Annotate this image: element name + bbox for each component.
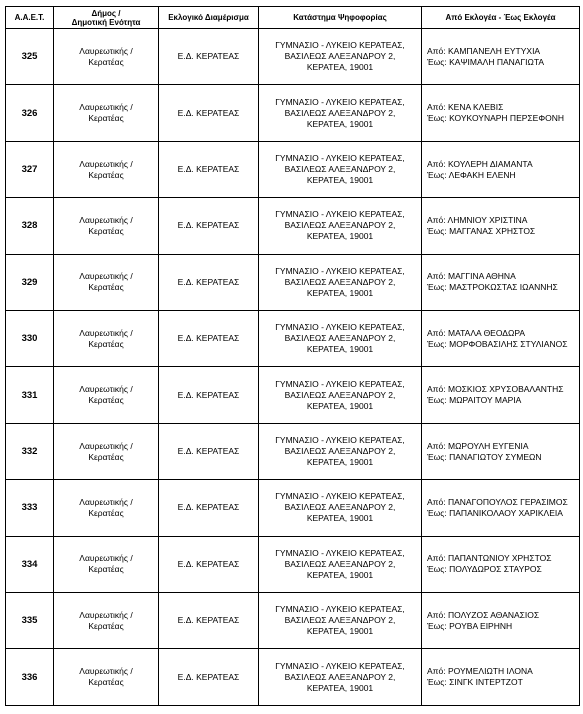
- station-line2: ΒΑΣΙΛΕΩΣ ΑΛΕΞΑΝΔΡΟΥ 2,: [284, 558, 396, 569]
- station-line1: ΓΥΜΝΑΣΙΟ - ΛΥΚΕΙΟ ΚΕΡΑΤΕΑΣ,: [275, 547, 405, 558]
- cell-district: Ε.Δ. ΚΕΡΑΤΕΑΣ: [159, 649, 259, 706]
- cell-municipality: [54, 85, 159, 141]
- municipality-line1: Λαυρεωτικής /: [79, 440, 133, 451]
- cell-municipality: [54, 649, 159, 706]
- cell-voter-range: [422, 367, 580, 423]
- station-line2: ΒΑΣΙΛΕΩΣ ΑΛΕΞΑΝΔΡΟΥ 2,: [284, 446, 396, 457]
- cell-municipality: [54, 423, 159, 479]
- station-line2: ΒΑΣΙΛΕΩΣ ΑΛΕΞΑΝΔΡΟΥ 2,: [284, 220, 396, 231]
- cell-aaet: 325: [6, 29, 54, 85]
- cell-station: [259, 29, 422, 85]
- municipality-line2: Κερατέας: [88, 113, 124, 124]
- cell-aaet: 327: [6, 141, 54, 197]
- cell-district: Ε.Δ. ΚΕΡΑΤΕΑΣ: [159, 198, 259, 254]
- station-line3: ΚΕΡΑΤΕΑ, 19001: [306, 400, 374, 411]
- station-line1: ΓΥΜΝΑΣΙΟ - ΛΥΚΕΙΟ ΚΕΡΑΤΕΑΣ,: [275, 209, 405, 220]
- range-to: Έως: ΛΕΦΑΚΗ ΕΛΕΝΗ: [427, 169, 516, 180]
- table-row: [6, 649, 580, 706]
- cell-station: [259, 480, 422, 536]
- municipality-line2: Κερατέας: [88, 620, 124, 631]
- cell-station: [259, 649, 422, 706]
- header-municipality-line1: Δήμος /: [91, 8, 121, 18]
- range-from: Από: ΠΑΠΑΝΤΩΝΙΟΥ ΧΡΗΣΤΟΣ: [427, 553, 552, 564]
- range-from: Από: ΚΑΜΠΑΝΕΛΗ ΕΥΤΥΧΙΑ: [427, 45, 541, 56]
- cell-municipality: [54, 593, 159, 649]
- cell-aaet: 336: [6, 649, 54, 706]
- cell-aaet: 334: [6, 536, 54, 592]
- municipality-line2: Κερατέας: [88, 56, 124, 67]
- header-municipality: [54, 7, 159, 29]
- table-row: [6, 29, 580, 85]
- station-line1: ΓΥΜΝΑΣΙΟ - ΛΥΚΕΙΟ ΚΕΡΑΤΕΑΣ,: [275, 96, 405, 107]
- cell-station: [259, 311, 422, 367]
- cell-municipality: [54, 311, 159, 367]
- station-line3: ΚΕΡΑΤΕΑ, 19001: [306, 626, 374, 637]
- cell-district: Ε.Δ. ΚΕΡΑΤΕΑΣ: [159, 85, 259, 141]
- station-line3: ΚΕΡΑΤΕΑ, 19001: [306, 175, 374, 186]
- station-line1: ΓΥΜΝΑΣΙΟ - ΛΥΚΕΙΟ ΚΕΡΑΤΕΑΣ,: [275, 322, 405, 333]
- cell-aaet: 332: [6, 423, 54, 479]
- station-line3: ΚΕΡΑΤΕΑ, 19001: [306, 344, 374, 355]
- station-line2: ΒΑΣΙΛΕΩΣ ΑΛΕΞΑΝΔΡΟΥ 2,: [284, 333, 396, 344]
- municipality-line1: Λαυρεωτικής /: [79, 384, 133, 395]
- municipality-line1: Λαυρεωτικής /: [79, 666, 133, 677]
- cell-voter-range: [422, 649, 580, 706]
- municipality-line1: Λαυρεωτικής /: [79, 214, 133, 225]
- station-line3: ΚΕΡΑΤΕΑ, 19001: [306, 62, 374, 73]
- station-line3: ΚΕΡΑΤΕΑ, 19001: [306, 569, 374, 580]
- station-line1: ΓΥΜΝΑΣΙΟ - ΛΥΚΕΙΟ ΚΕΡΑΤΕΑΣ,: [275, 153, 405, 164]
- range-from: Από: ΚΕΝΑ ΚΛΕΒΙΣ: [427, 102, 504, 113]
- range-from: Από: ΠΟΛΥΖΟΣ ΑΘΑΝΑΣΙΟΣ: [427, 609, 540, 620]
- range-from: Από: ΜΩΡΟΥΛΗ ΕΥΓΕΝΙΑ: [427, 440, 529, 451]
- range-to: Έως: ΜΩΡΑΙΤΟΥ ΜΑΡΙΑ: [427, 395, 522, 406]
- cell-municipality: [54, 254, 159, 310]
- cell-aaet: 335: [6, 593, 54, 649]
- station-line3: ΚΕΡΑΤΕΑ, 19001: [306, 287, 374, 298]
- cell-district: Ε.Δ. ΚΕΡΑΤΕΑΣ: [159, 29, 259, 85]
- cell-voter-range: [422, 254, 580, 310]
- cell-station: [259, 198, 422, 254]
- table-row: [6, 423, 580, 479]
- station-line2: ΒΑΣΙΛΕΩΣ ΑΛΕΞΑΝΔΡΟΥ 2,: [284, 389, 396, 400]
- range-to: Έως: ΠΑΝΑΓΙΩΤΟΥ ΣΥΜΕΩΝ: [427, 451, 542, 462]
- header-aaet: Α.Α.Ε.Τ.: [6, 7, 54, 29]
- cell-voter-range: [422, 85, 580, 141]
- municipality-line2: Κερατέας: [88, 507, 124, 518]
- municipality-line2: Κερατέας: [88, 169, 124, 180]
- station-line1: ΓΥΜΝΑΣΙΟ - ΛΥΚΕΙΟ ΚΕΡΑΤΕΑΣ,: [275, 40, 405, 51]
- cell-voter-range: [422, 593, 580, 649]
- cell-station: [259, 536, 422, 592]
- cell-district: Ε.Δ. ΚΕΡΑΤΕΑΣ: [159, 367, 259, 423]
- table-row: [6, 141, 580, 197]
- table-row: [6, 536, 580, 592]
- station-line2: ΒΑΣΙΛΕΩΣ ΑΛΕΞΑΝΔΡΟΥ 2,: [284, 276, 396, 287]
- cell-district: Ε.Δ. ΚΕΡΑΤΕΑΣ: [159, 423, 259, 479]
- table-row: [6, 254, 580, 310]
- cell-aaet: 330: [6, 311, 54, 367]
- cell-district: Ε.Δ. ΚΕΡΑΤΕΑΣ: [159, 536, 259, 592]
- station-line3: ΚΕΡΑΤΕΑ, 19001: [306, 513, 374, 524]
- range-to: Έως: ΡΟΥΒΑ ΕΙΡΗΝΗ: [427, 620, 513, 631]
- cell-station: [259, 367, 422, 423]
- station-line1: ΓΥΜΝΑΣΙΟ - ΛΥΚΕΙΟ ΚΕΡΑΤΕΑΣ,: [275, 491, 405, 502]
- station-line1: ΓΥΜΝΑΣΙΟ - ΛΥΚΕΙΟ ΚΕΡΑΤΕΑΣ,: [275, 660, 405, 671]
- table-row: [6, 593, 580, 649]
- municipality-line2: Κερατέας: [88, 395, 124, 406]
- municipality-line2: Κερατέας: [88, 225, 124, 236]
- cell-district: Ε.Δ. ΚΕΡΑΤΕΑΣ: [159, 254, 259, 310]
- municipality-line1: Λαυρεωτικής /: [79, 102, 133, 113]
- station-line2: ΒΑΣΙΛΕΩΣ ΑΛΕΞΑΝΔΡΟΥ 2,: [284, 502, 396, 513]
- cell-district: Ε.Δ. ΚΕΡΑΤΕΑΣ: [159, 141, 259, 197]
- table-header-row: [6, 7, 580, 29]
- header-range: Από Εκλογέα - Έως Εκλογέα: [422, 7, 580, 29]
- cell-municipality: [54, 141, 159, 197]
- table-row: [6, 311, 580, 367]
- station-line2: ΒΑΣΙΛΕΩΣ ΑΛΕΞΑΝΔΡΟΥ 2,: [284, 107, 396, 118]
- municipality-line1: Λαυρεωτικής /: [79, 496, 133, 507]
- cell-voter-range: [422, 198, 580, 254]
- cell-voter-range: [422, 536, 580, 592]
- cell-district: Ε.Δ. ΚΕΡΑΤΕΑΣ: [159, 311, 259, 367]
- station-line3: ΚΕΡΑΤΕΑ, 19001: [306, 682, 374, 693]
- cell-district: Ε.Δ. ΚΕΡΑΤΕΑΣ: [159, 593, 259, 649]
- station-line1: ΓΥΜΝΑΣΙΟ - ΛΥΚΕΙΟ ΚΕΡΑΤΕΑΣ,: [275, 265, 405, 276]
- cell-aaet: 328: [6, 198, 54, 254]
- range-to: Έως: ΠΑΠΑΝΙΚΟΛΑΟΥ ΧΑΡΙΚΛΕΙΑ: [427, 507, 563, 518]
- municipality-line1: Λαυρεωτικής /: [79, 271, 133, 282]
- cell-municipality: [54, 198, 159, 254]
- cell-voter-range: [422, 29, 580, 85]
- cell-voter-range: [422, 480, 580, 536]
- range-to: Έως: ΚΟΥΚΟΥΝΑΡΗ ΠΕΡΣΕΦΟΝΗ: [427, 113, 565, 124]
- municipality-line1: Λαυρεωτικής /: [79, 609, 133, 620]
- header-station: Κατάστημα Ψηφοφορίας: [259, 7, 422, 29]
- municipality-line2: Κερατέας: [88, 564, 124, 575]
- municipality-line1: Λαυρεωτικής /: [79, 327, 133, 338]
- header-district: Εκλογικό Διαμέρισμα: [159, 7, 259, 29]
- municipality-line2: Κερατέας: [88, 451, 124, 462]
- cell-aaet: 333: [6, 480, 54, 536]
- municipality-line2: Κερατέας: [88, 677, 124, 688]
- station-line1: ΓΥΜΝΑΣΙΟ - ΛΥΚΕΙΟ ΚΕΡΑΤΕΑΣ,: [275, 435, 405, 446]
- range-from: Από: ΜΑΓΓΙΝΑ ΑΘΗΝΑ: [427, 271, 516, 282]
- table-row: [6, 480, 580, 536]
- range-from: Από: ΡΟΥΜΕΛΙΩΤΗ ΙΛΟΝΑ: [427, 666, 533, 677]
- range-from: Από: ΠΑΝΑΓΟΠΟΥΛΟΣ ΓΕΡΑΣΙΜΟΣ: [427, 496, 568, 507]
- cell-station: [259, 141, 422, 197]
- cell-voter-range: [422, 423, 580, 479]
- station-line3: ΚΕΡΑΤΕΑ, 19001: [306, 231, 374, 242]
- station-line2: ΒΑΣΙΛΕΩΣ ΑΛΕΞΑΝΔΡΟΥ 2,: [284, 51, 396, 62]
- table-row: [6, 85, 580, 141]
- station-line3: ΚΕΡΑΤΕΑ, 19001: [306, 118, 374, 129]
- station-line1: ΓΥΜΝΑΣΙΟ - ΛΥΚΕΙΟ ΚΕΡΑΤΕΑΣ,: [275, 378, 405, 389]
- range-from: Από: ΜΑΤΑΛΑ ΘΕΟΔΩΡΑ: [427, 327, 526, 338]
- range-from: Από: ΜΟΣΚΙΟΣ ΧΡΥΣΟΒΑΛΑΝΤΗΣ: [427, 384, 564, 395]
- cell-station: [259, 423, 422, 479]
- cell-station: [259, 254, 422, 310]
- range-to: Έως: ΣΙΝΓΚ ΙΝΤΕΡΤΖΟΤ: [427, 677, 523, 688]
- cell-aaet: 329: [6, 254, 54, 310]
- range-to: Έως: ΜΟΡΦΟΒΑΣΙΛΗΣ ΣΤΥΛΙΑΝΟΣ: [427, 338, 568, 349]
- header-municipality-line2: Δημοτική Ενότητα: [71, 17, 141, 27]
- range-from: Από: ΛΗΜΝΙΟΥ ΧΡΙΣΤΙΝΑ: [427, 214, 528, 225]
- cell-voter-range: [422, 141, 580, 197]
- municipality-line1: Λαυρεωτικής /: [79, 45, 133, 56]
- cell-aaet: 326: [6, 85, 54, 141]
- table-body: [6, 29, 580, 706]
- municipality-line1: Λαυρεωτικής /: [79, 158, 133, 169]
- cell-station: [259, 85, 422, 141]
- municipality-line1: Λαυρεωτικής /: [79, 553, 133, 564]
- cell-municipality: [54, 367, 159, 423]
- table-row: [6, 198, 580, 254]
- station-line2: ΒΑΣΙΛΕΩΣ ΑΛΕΞΑΝΔΡΟΥ 2,: [284, 164, 396, 175]
- range-to: Έως: ΜΑΣΤΡΟΚΩΣΤΑΣ ΙΩΑΝΝΗΣ: [427, 282, 558, 293]
- table-row: [6, 367, 580, 423]
- range-from: Από: ΚΟΥΛΕΡΗ ΔΙΑΜΑΝΤΑ: [427, 158, 533, 169]
- cell-aaet: 331: [6, 367, 54, 423]
- polling-stations-table: [5, 6, 580, 706]
- cell-municipality: [54, 29, 159, 85]
- cell-district: Ε.Δ. ΚΕΡΑΤΕΑΣ: [159, 480, 259, 536]
- municipality-line2: Κερατέας: [88, 282, 124, 293]
- station-line1: ΓΥΜΝΑΣΙΟ - ΛΥΚΕΙΟ ΚΕΡΑΤΕΑΣ,: [275, 604, 405, 615]
- range-to: Έως: ΚΑΨΙΜΑΛΗ ΠΑΝΑΓΙΩΤΑ: [427, 56, 545, 67]
- station-line3: ΚΕΡΑΤΕΑ, 19001: [306, 457, 374, 468]
- station-line2: ΒΑΣΙΛΕΩΣ ΑΛΕΞΑΝΔΡΟΥ 2,: [284, 671, 396, 682]
- municipality-line2: Κερατέας: [88, 338, 124, 349]
- cell-voter-range: [422, 311, 580, 367]
- cell-municipality: [54, 536, 159, 592]
- cell-station: [259, 593, 422, 649]
- range-to: Έως: ΜΑΓΓΑΝΑΣ ΧΡΗΣΤΟΣ: [427, 225, 536, 236]
- cell-municipality: [54, 480, 159, 536]
- range-to: Έως: ΠΟΛΥΔΩΡΟΣ ΣΤΑΥΡΟΣ: [427, 564, 542, 575]
- station-line2: ΒΑΣΙΛΕΩΣ ΑΛΕΞΑΝΔΡΟΥ 2,: [284, 615, 396, 626]
